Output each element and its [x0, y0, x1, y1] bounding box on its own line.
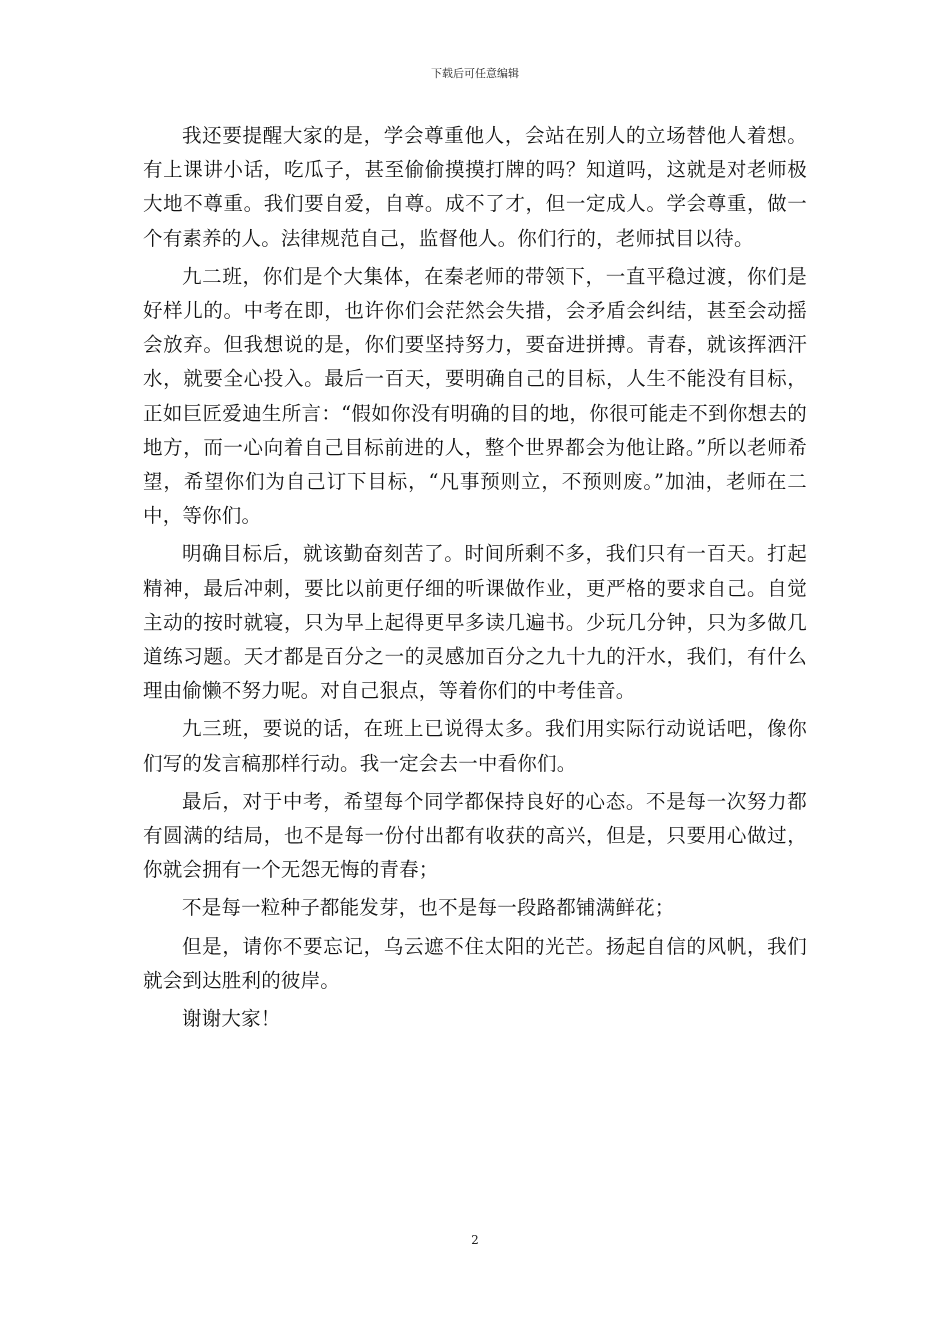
page-header: 下载后可任意编辑 — [431, 67, 519, 80]
paragraph-respect: 我还要提醒大家的是，学会尊重他人，会站在别人的立场替他人着想。有上课讲小话，吃瓜子，甚至偷偷摸摸打牌的吗？知道吗，这就是对老师极大地不尊重。我们要自爱，自尊。成不了才，但一定成人。学会尊重，做一个有素养的人。法律规范自己，监督他人。你们行的，老师拭目以待。 — [143, 124, 807, 250]
paragraph-diligence: 明确目标后，就该勤奋刻苦了。时间所剩不多，我们只有一百天。打起精神，最后冲刺，要比以前更仔细的听课做作业，更严格的要求自己。自觉主动的按时就寝，只为早上起得更早多读几遍书。少玩几分钟，只为多做几道练习题。天才都是百分之一的灵感加百分之九十九的汗水，我们，有什么理由偷懒不努力呢。对自己狠点，等着你们的中考佳音。 — [143, 542, 807, 703]
paragraph-thanks: 谢谢大家！ — [182, 1007, 281, 1031]
paragraph-class-nine-three: 九三班，要说的话，在班上已说得太多。我们用实际行动说话吧，像你们写的发言稿那样行动。我一定会去一中看你们。 — [143, 717, 807, 775]
document-body — [143, 119, 807, 1040]
paragraph-class-nine-two: 九二班，你们是个大集体，在秦老师的带领下，一直平稳过渡，你们是好样儿的。中考在即，也许你们会茫然会失措，会矛盾会纠结，甚至会动摇会放弃。但我想说的是，你们要坚持努力，要奋进拼搏。青春，就该挥洒汗水，就要全心投入。最后一百天，要明确自己的目标，人生不能没有目标，正如巨匠爱迪生所言：“假如你没有明确的目的地，你很可能走不到你想去的地方，而一心向着自己目标前进的人，整个世界都会为他让路。”所以老师希望，希望你们为自己订下目标，“凡事预则立，不预则废。”加油，老师在二中，等你们。 — [143, 264, 807, 528]
paragraph-seeds: 不是每一粒种子都能发芽，也不是每一段路都铺满鲜花； — [182, 896, 675, 920]
paragraph-attitude: 最后，对于中考，希望每个同学都保持良好的心态。不是每一次努力都有圆满的结局，也不是每一份付出都有收获的高兴，但是，只要用心做过，你就会拥有一个无怨无悔的青春； — [143, 789, 807, 882]
paragraph-sunlight: 但是，请你不要忘记，乌云遮不住太阳的光芒。扬起自信的风帆，我们就会到达胜利的彼岸。 — [143, 934, 807, 992]
page-number: 2 — [471, 1233, 479, 1247]
